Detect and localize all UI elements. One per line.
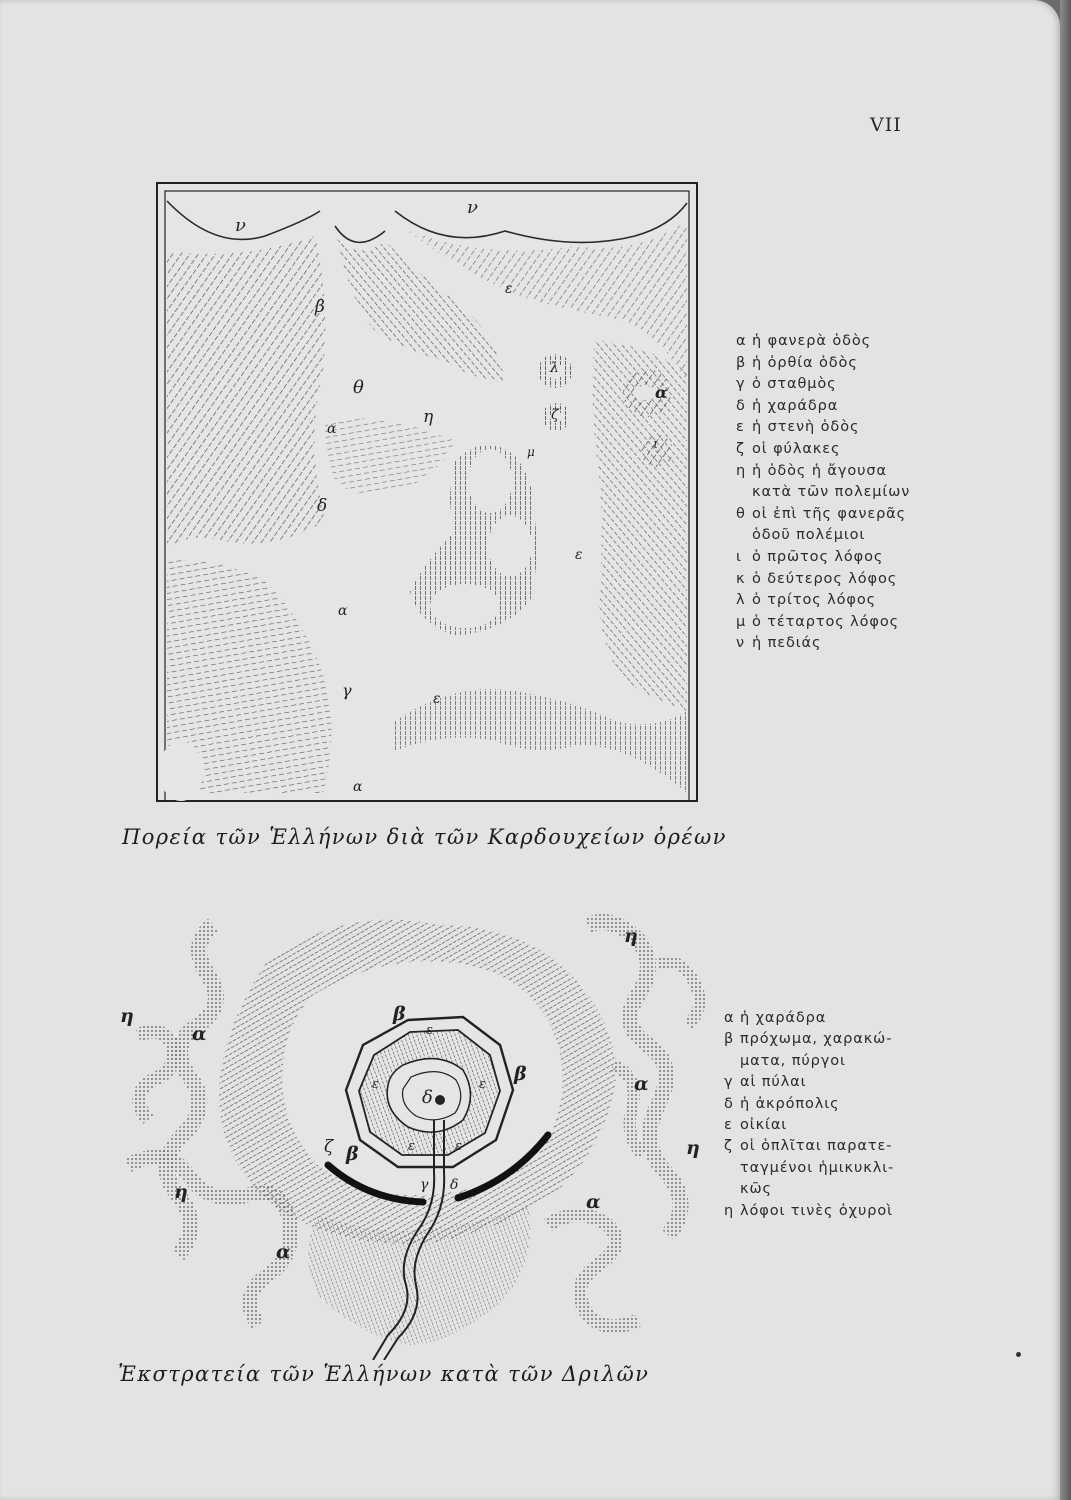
legend-text: οἱ φύλακες bbox=[752, 440, 841, 457]
legend-key: λ bbox=[736, 592, 746, 609]
map2-label-alpha-left: α bbox=[192, 1023, 207, 1045]
map2-label-alpha-right: α bbox=[634, 1073, 649, 1095]
legend-key: α bbox=[736, 333, 747, 349]
map1-label-gamma: γ bbox=[342, 681, 352, 700]
map1-label-epsilon-lower: ε bbox=[433, 691, 441, 707]
legend-text: ἡ ἀκρόπολις bbox=[740, 1095, 840, 1112]
legend-key: μ bbox=[736, 613, 747, 630]
legend-text: ὁ τέταρτος λόφος bbox=[752, 613, 900, 630]
map1-label-theta: θ bbox=[353, 377, 364, 398]
legend-text: αἱ πύλαι bbox=[740, 1074, 807, 1091]
legend-text: οἱ ὁπλῖται παρατε- bbox=[740, 1138, 893, 1155]
legend-key: ζ bbox=[736, 440, 745, 457]
map1-label-iota: ι bbox=[653, 437, 659, 452]
map2-legend bbox=[724, 1008, 954, 1222]
legend-text: ἡ φανερὰ ὁδὸς bbox=[752, 333, 872, 349]
legend-key: α bbox=[724, 1010, 735, 1026]
legend-item bbox=[724, 1136, 954, 1157]
map2-caption: Ἐκστρατεία τῶν Ἑλλήνων κατὰ τῶν Δριλῶν bbox=[118, 1362, 650, 1386]
legend-key: β bbox=[724, 1031, 735, 1048]
map1-label-nu-right: ν bbox=[467, 197, 478, 218]
map1-label-eta: η bbox=[423, 407, 434, 427]
legend-item bbox=[736, 374, 976, 396]
legend-key: β bbox=[736, 354, 747, 371]
map2-label-delta: δ bbox=[422, 1087, 433, 1108]
legend-text: ἡ στενὴ ὁδὸς bbox=[752, 419, 860, 436]
legend-text: ὁ δεύτερος λόφος bbox=[752, 570, 898, 587]
map2-label-epsilon-3: ε bbox=[479, 1077, 486, 1092]
legend-key: θ bbox=[736, 505, 746, 522]
legend-item bbox=[724, 1029, 954, 1050]
legend-item bbox=[736, 504, 976, 526]
legend-text: ἡ πεδιάς bbox=[752, 635, 822, 652]
legend-key: ν bbox=[736, 635, 745, 652]
legend-key: η bbox=[736, 462, 747, 479]
map1-label-lambda: λ bbox=[550, 360, 559, 376]
legend-key: ζ bbox=[724, 1138, 733, 1155]
legend-text: ὁ τρίτος λόφος bbox=[752, 592, 877, 609]
map-drilae-expedition bbox=[118, 905, 728, 1360]
map1-label-zeta: ζ bbox=[551, 407, 559, 423]
map1-label-alpha-bottom: α bbox=[353, 779, 363, 795]
legend-item bbox=[736, 396, 976, 418]
map2-label-gamma: γ bbox=[420, 1177, 429, 1193]
legend-key: ε bbox=[736, 419, 745, 436]
legend-text: κῶς bbox=[740, 1181, 772, 1198]
legend-item bbox=[736, 417, 976, 439]
page-number: VII bbox=[870, 114, 902, 136]
legend-item bbox=[736, 461, 976, 483]
map2-label-beta-top: β bbox=[393, 1003, 406, 1025]
map2-label-delta-gate: δ bbox=[450, 1177, 459, 1193]
legend-item bbox=[736, 439, 976, 461]
legend-key: ι bbox=[736, 548, 742, 565]
legend-text: κατὰ τῶν πολεμίων bbox=[752, 484, 911, 501]
map1-label-mu: μ bbox=[527, 445, 535, 459]
legend-item bbox=[736, 569, 976, 591]
map2-label-epsilon-4: ε bbox=[408, 1139, 415, 1154]
map1-label-beta: β bbox=[315, 297, 325, 317]
legend-item bbox=[736, 590, 976, 612]
legend-key: η bbox=[724, 1202, 735, 1219]
map2-label-epsilon-5: ε bbox=[455, 1139, 462, 1154]
legend-item bbox=[736, 612, 976, 634]
legend-text: ὁδοῦ πολέμιοι bbox=[752, 527, 866, 544]
map2-label-epsilon-2: ε bbox=[372, 1077, 379, 1092]
legend-text: ὁ σταθμὸς bbox=[752, 376, 837, 393]
legend-item bbox=[724, 1201, 954, 1222]
legend-item bbox=[724, 1179, 954, 1200]
legend-item bbox=[736, 482, 976, 504]
legend-text: ἡ χαράδρα bbox=[752, 397, 839, 414]
map2-label-alpha-lower-right: α bbox=[586, 1191, 601, 1213]
map1-label-nu-left: ν bbox=[235, 215, 246, 236]
map1-label-epsilon-mid: ε bbox=[575, 547, 583, 563]
map2-label-eta-right: η bbox=[686, 1137, 700, 1159]
legend-text: ἡ ὁδὸς ἡ ἄγουσα bbox=[752, 462, 887, 479]
legend-item bbox=[724, 1115, 954, 1136]
legend-key: δ bbox=[736, 397, 746, 414]
legend-item bbox=[724, 1051, 954, 1072]
legend-text: ταγμένοι ἡμικυκλι- bbox=[740, 1159, 895, 1176]
map1-label-alpha-mid: α bbox=[327, 421, 337, 437]
legend-key: κ bbox=[736, 570, 746, 587]
map2-label-eta-lower: η bbox=[174, 1181, 188, 1203]
legend-text: πρόχωμα, χαρακώ- bbox=[740, 1031, 893, 1048]
map1-label-epsilon-top: ε bbox=[505, 281, 513, 297]
legend-text: ἡ χαράδρα bbox=[740, 1010, 827, 1026]
legend-text: οἱ ἐπὶ τῆς φανερᾶς bbox=[752, 505, 907, 522]
legend-text: ἡ ὀρθία ὁδὸς bbox=[752, 354, 858, 371]
legend-key: δ bbox=[724, 1095, 734, 1112]
map2-label-beta-right: β bbox=[514, 1063, 527, 1085]
legend-item bbox=[736, 353, 976, 375]
legend-item bbox=[724, 1094, 954, 1115]
map1-caption: Πορεία τῶν Ἑλλήνων διὰ τῶν Καρδουχείων ὀρέων bbox=[122, 825, 727, 849]
legend-item bbox=[736, 547, 976, 569]
map1-label-alpha-lower: α bbox=[338, 603, 348, 619]
legend-item bbox=[724, 1072, 954, 1093]
legend-key: ε bbox=[724, 1117, 733, 1134]
map2-label-alpha-lower-left: α bbox=[276, 1241, 291, 1263]
legend-text: λόφοι τινὲς ὀχυροὶ bbox=[740, 1202, 893, 1219]
map1-label-alpha-right: α bbox=[655, 383, 668, 402]
legend-text: ματα, πύργοι bbox=[740, 1052, 846, 1069]
legend-text: ὁ πρῶτος λόφος bbox=[752, 548, 884, 565]
map-carduchian-mountains bbox=[155, 181, 699, 803]
map2-label-beta-left: β bbox=[346, 1143, 359, 1165]
map1-label-delta: δ bbox=[317, 496, 328, 516]
map1-legend bbox=[736, 331, 976, 655]
legend-text: οἰκίαι bbox=[740, 1117, 788, 1134]
ink-speck bbox=[1016, 1352, 1021, 1357]
map2-label-epsilon-1: ε bbox=[426, 1023, 433, 1038]
legend-item bbox=[736, 633, 976, 655]
legend-item bbox=[736, 331, 976, 353]
legend-item bbox=[736, 525, 976, 547]
legend-item bbox=[724, 1008, 954, 1029]
map2-label-eta-top: η bbox=[624, 925, 638, 947]
legend-key: γ bbox=[724, 1074, 734, 1091]
map2-label-zeta: ζ bbox=[324, 1137, 334, 1157]
map2-label-eta-left: η bbox=[120, 1005, 134, 1027]
book-page-edge bbox=[1060, 0, 1071, 1500]
legend-item bbox=[724, 1158, 954, 1179]
legend-key: γ bbox=[736, 376, 746, 393]
